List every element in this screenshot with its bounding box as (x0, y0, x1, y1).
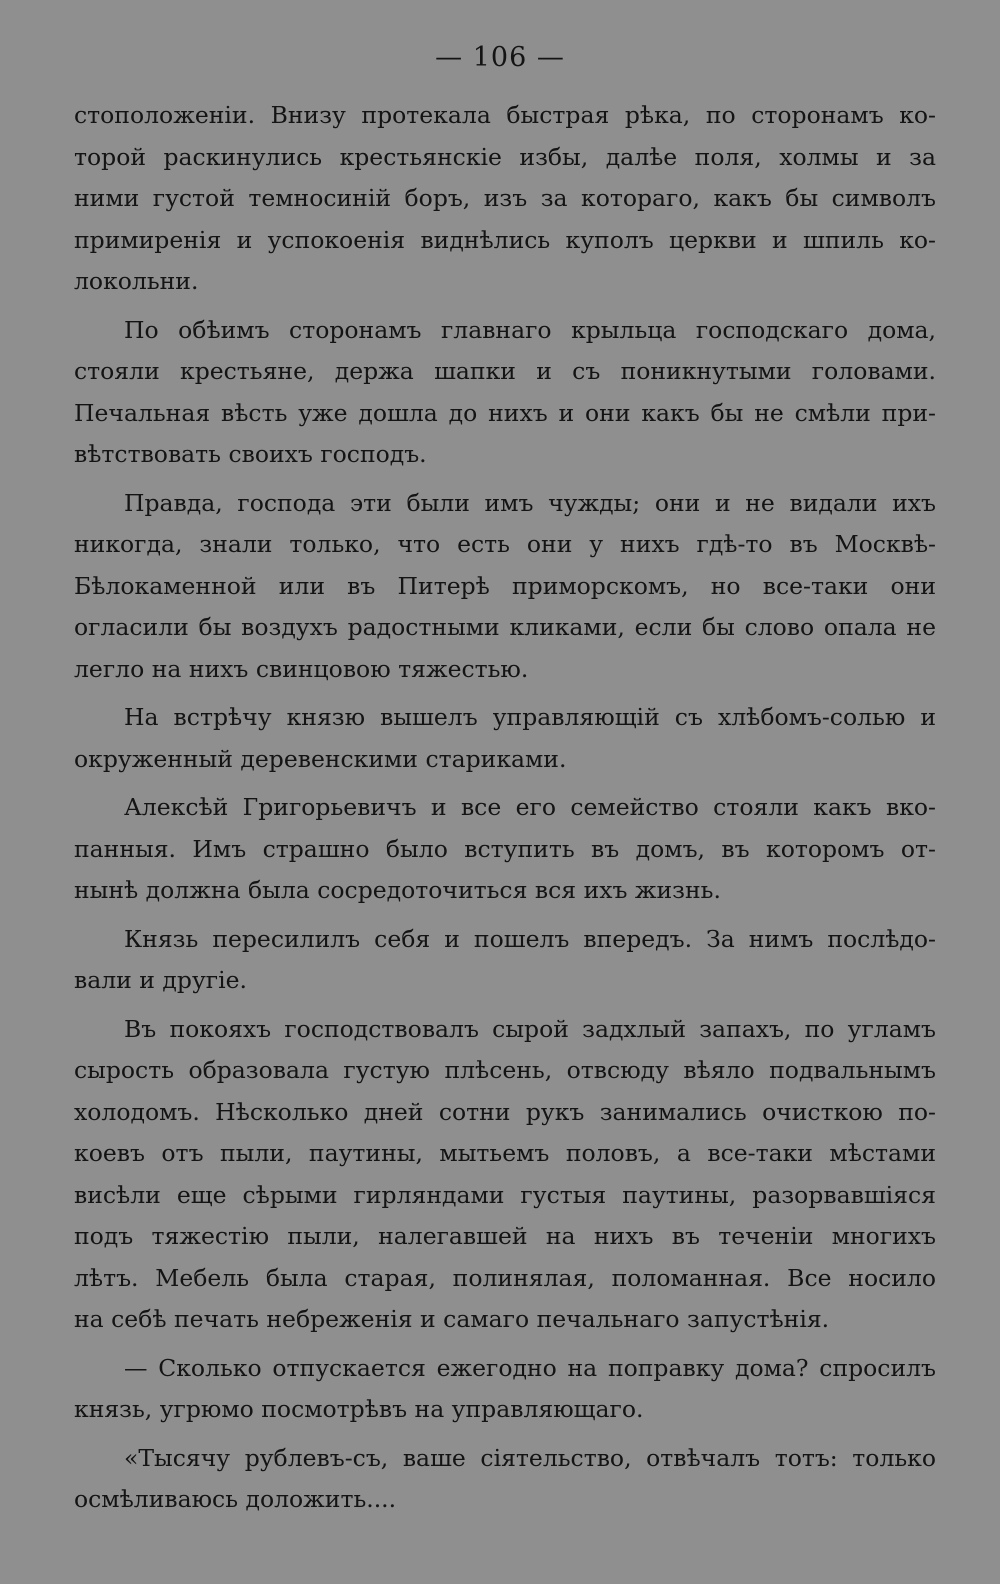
text-line: висѣли еще сѣрыми гирляндами густыя паутины, разорвавшiяся (74, 1180, 936, 1209)
paragraph (74, 697, 936, 780)
text-line: нынѣ должна была сосредоточиться вся ихъ жизнь. (74, 876, 721, 904)
text-line: окруженный деревенскими стариками. (74, 744, 567, 773)
text-line: На встрѣчу князю вышелъ управляющiй съ хлѣбомъ-солью и (124, 703, 936, 731)
text-line: Въ покояхъ господствовалъ сырой задхлый запахъ, по угламъ (124, 1014, 936, 1043)
text-line: стоположенiи. Внизу протекала быстрая рѣка, по сторонамъ ко- (74, 101, 936, 129)
text-line: никогда, знали только, что есть они у нихъ гдѣ-то въ Москвѣ- (74, 530, 936, 558)
text-line: Князь пересилилъ себя и пошелъ впередъ. За нимъ послѣдо- (124, 924, 936, 953)
text-line: примиренiя и успокоенiя виднѣлись куполъ церкви и шпиль ко- (74, 225, 936, 254)
text-line: Бѣлокаменной или въ Питерѣ приморскомъ, но все-таки они (74, 571, 936, 600)
text-line: ними густой темносинiй боръ, изъ за котораго, какъ бы символъ (74, 184, 936, 212)
paragraph (74, 1348, 936, 1431)
text-line: локольни. (74, 267, 199, 295)
text-line: осмѣливаюсь доложить.... (74, 1485, 397, 1513)
text-line: князь, угрюмо посмотрѣвъ на управляющаго. (74, 1395, 644, 1423)
text-line: Алексѣй Григорьевичъ и все его семейство стояли какъ вко- (124, 793, 936, 821)
paragraph (74, 787, 936, 912)
text-line: Правда, господа эти были имъ чужды; они и не видали ихъ (124, 488, 936, 517)
text-line: стояли крестьяне, держа шапки и съ поникнутыми головами. (74, 357, 936, 385)
text-line: холодомъ. Нѣсколько дней сотни рукъ занимались очисткою по- (74, 1097, 936, 1126)
paragraph (74, 95, 936, 303)
text-line: сырость образовала густую плѣсень, отвсюду вѣяло подвальнымъ (74, 1056, 936, 1084)
paragraph (74, 310, 936, 476)
text-line: на себѣ печать небреженiя и самаго печальнаго запустѣнiя. (74, 1305, 830, 1333)
text-line: коевъ отъ пыли, паутины, мытьемъ половъ, а все-таки мѣстами (74, 1139, 936, 1167)
paragraph (74, 1438, 936, 1521)
paragraph (74, 919, 936, 1002)
text-line: «Тысячу рублевъ-съ, ваше сiятельство, отвѣчалъ тотъ: только (124, 1443, 936, 1472)
text-line: подъ тяжестiю пыли, налегавшей на нихъ въ теченiи многихъ (74, 1222, 936, 1250)
text-line: Печальная вѣсть уже дошла до нихъ и они какъ бы не смѣли при- (74, 398, 936, 427)
text-line: панныя. Имъ страшно было вступить въ домъ, въ которомъ от- (74, 834, 936, 863)
text-line: По обѣимъ сторонамъ главнаго крыльца господскаго дома, (124, 315, 936, 344)
text-line: лѣтъ. Мебель была старая, полинялая, поломанная. Все носило (74, 1263, 936, 1292)
paragraph (74, 483, 936, 691)
text-line: легло на нихъ свинцовою тяжестью. (74, 654, 529, 683)
text-line: торой раскинулись крестьянскiе избы, далѣе поля, холмы и за (74, 142, 936, 171)
text-line: вѣтствовать своихъ господъ. (74, 440, 427, 468)
text-line: вали и другiе. (74, 966, 247, 994)
body-text (74, 95, 936, 1528)
page-number: — 106 — (435, 42, 565, 73)
text-line: — Сколько отпускается ежегодно на поправку дома? спросилъ (124, 1353, 936, 1382)
paragraph (74, 1009, 936, 1341)
text-line: огласили бы воздухъ радостными кликами, если бы слово опала не (74, 613, 936, 641)
